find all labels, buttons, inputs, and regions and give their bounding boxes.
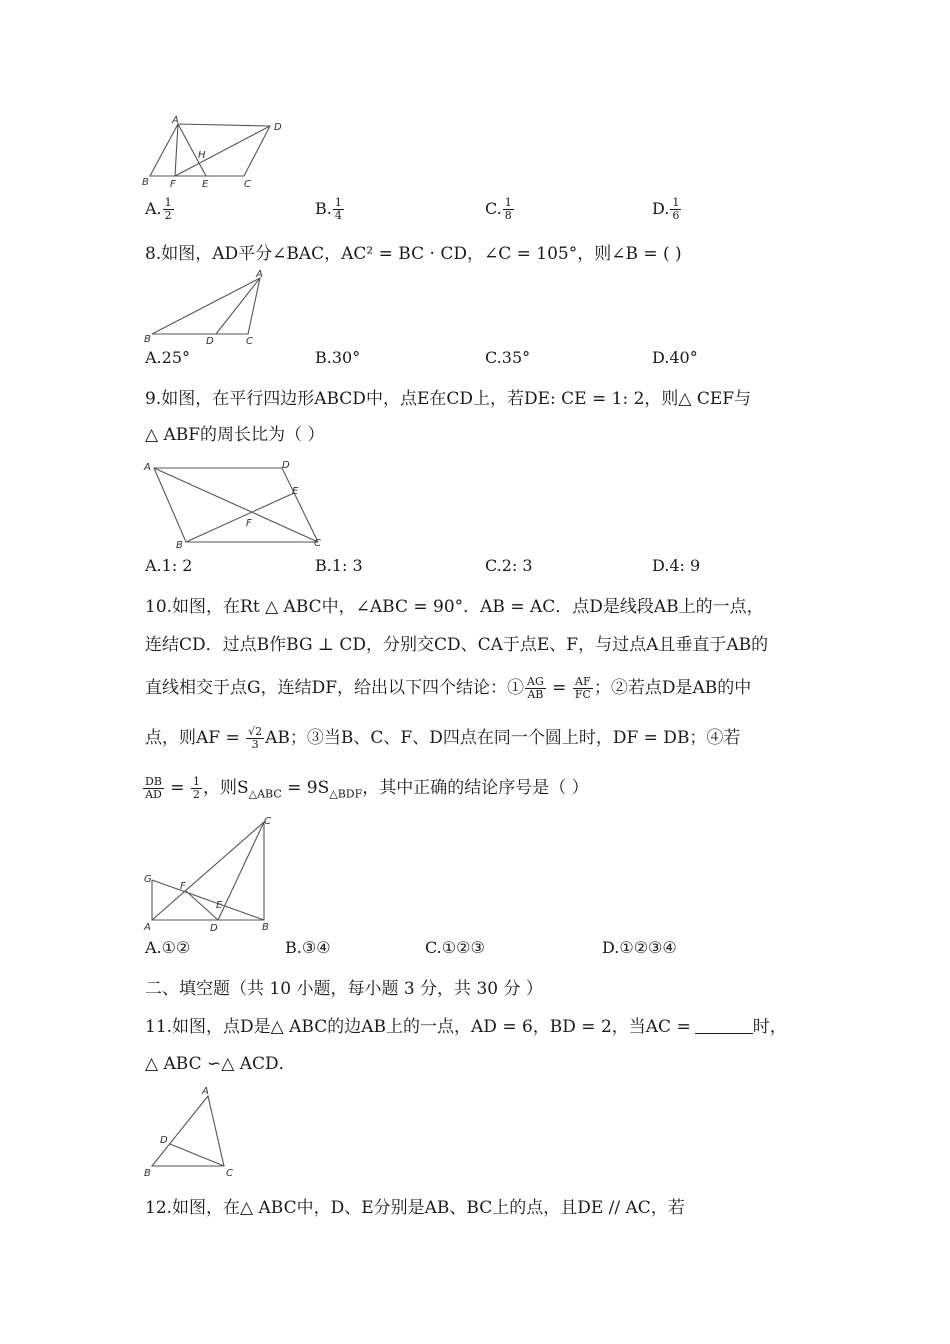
- q8-label-c: C: [246, 336, 253, 347]
- q9-label-e: E: [292, 486, 299, 497]
- q8-label-b: B: [144, 334, 151, 345]
- q7-option-a: A. $\frac{1}{2}$: [145, 196, 172, 222]
- q9-line-be: [186, 493, 294, 542]
- q10-label-a: A: [144, 922, 151, 933]
- q8-triangle: [152, 278, 260, 334]
- q7-label-h: H: [198, 150, 206, 161]
- q10-line-4: 点，则AF = $\frac{√2}{3}$ AB；③当B、C、F、D四点在同一个圆上时，DF = DB；④若: [145, 725, 741, 751]
- q9-label-d: D: [282, 460, 290, 471]
- q10-option-c: C.①②③: [425, 938, 485, 957]
- q10-frac-db-ad: $\frac{DB}{AD}$: [145, 775, 162, 801]
- q11-answer-blank[interactable]: [695, 1017, 753, 1034]
- q7-label-a: A: [172, 115, 179, 126]
- q8-figure: [140, 268, 280, 348]
- q9-line-1: 9.如图，在平行四边形ABCD中，点E在CD上，若DE: CE = 1: 2，则△ CEF与: [145, 389, 752, 409]
- q10-frac-sqrt2-3: $\frac{√2}{3}$: [248, 725, 263, 751]
- q7-label-e: E: [202, 179, 209, 190]
- q9-option-c: C.2: 3: [485, 556, 533, 575]
- q9-label-b: B: [176, 540, 183, 551]
- q10-label-d: D: [210, 923, 218, 934]
- q10-frac-ag-ab: $\frac{AG}{AB}$: [527, 675, 544, 701]
- q10-line-fd: [186, 891, 218, 920]
- q7-option-c: C. $\frac{1}{8}$: [485, 196, 512, 222]
- q7-figure: [140, 114, 290, 194]
- q7-line-af: [175, 124, 178, 176]
- q10-label-g: G: [144, 874, 152, 885]
- q7-label-f: F: [170, 179, 176, 190]
- q11-label-a: A: [202, 1086, 209, 1097]
- q8-option-a: A.25°: [145, 348, 190, 367]
- q9-line-ac: [154, 468, 318, 542]
- q7-option-b: B. $\frac{1}{4}$: [315, 196, 342, 222]
- q11-label-d: D: [160, 1135, 168, 1146]
- q10-line-2: 连结CD．过点B作BG ⊥ CD，分别交CD、CA于点E、F，与过点A且垂直于AB的: [145, 635, 769, 655]
- q10-frac-af-fc: $\frac{AF}{FC}$: [574, 675, 591, 701]
- q11-triangle: [152, 1096, 224, 1166]
- q10-figure: [140, 812, 280, 936]
- q9-option-a: A.1: 2: [145, 556, 193, 575]
- q10-label-f: F: [180, 881, 186, 892]
- q8-option-b: B.30°: [315, 348, 361, 367]
- q10-option-d: D.①②③④: [602, 938, 677, 957]
- q10-option-b: B.③④: [285, 938, 331, 957]
- q10-label-b: B: [262, 922, 269, 933]
- q10-triangle: [152, 822, 264, 920]
- q9-label-f: F: [246, 518, 252, 529]
- q10-label-c: C: [264, 816, 271, 827]
- q7-parallelogram: [150, 124, 270, 176]
- q10-option-a: A.①②: [145, 938, 191, 957]
- q10-label-e: E: [216, 900, 223, 911]
- q9-option-d: D.4: 9: [652, 556, 701, 575]
- q9-figure: [140, 456, 340, 556]
- q10-line-1: 10.如图，在Rt △ ABC中，∠ABC = 90°．AB = AC．点D是线段AB上的一点，: [145, 597, 764, 617]
- q11-label-c: C: [226, 1168, 233, 1179]
- q8-label-a: A: [256, 269, 263, 280]
- q8-label-d: D: [206, 336, 214, 347]
- q9-option-b: B.1: 3: [315, 556, 363, 575]
- q7-label-b: B: [142, 177, 149, 188]
- q10-line-cd: [218, 822, 264, 920]
- q8-line-ad: [216, 278, 260, 334]
- q10-line-5: $\frac{DB}{AD}$ = $\frac{1}{2}$ ，则$S_{\triangle ABC} = 9S_{\triangle BDF}$，其中正确的结论序号是（ ）: [145, 775, 589, 801]
- q10-line-gb: [152, 880, 264, 920]
- q8-option-c: C.35°: [485, 348, 531, 367]
- q10-line-3: 直线相交于点G，连结DF，给出以下四个结论：① $\frac{AG}{AB}$ = $\frac{AF}{FC}$ ；②若点D是AB的中: [145, 675, 752, 701]
- q7-line-df: [175, 126, 270, 176]
- q7-label-c: C: [244, 179, 251, 190]
- q10-frac-1-2: $\frac{1}{2}$: [192, 775, 200, 801]
- section-2-title: 二、填空题（共 10 小题，每小题 3 分，共 30 分 ）: [145, 979, 543, 999]
- q11-line-dc: [170, 1144, 224, 1166]
- q7-option-d: D. $\frac{1}{6}$: [652, 196, 680, 222]
- q8-text: 8.如图，AD平分∠BAC，AC² = BC · CD，∠C = 105°，则∠B = ( ): [145, 244, 682, 264]
- q11-line-2: △ ABC ∽△ ACD．: [145, 1054, 296, 1074]
- q11-figure: [140, 1082, 250, 1182]
- q8-option-d: D.40°: [652, 348, 698, 367]
- q7-label-d: D: [274, 122, 282, 133]
- q9-line-2: △ ABF的周长比为（ ）: [145, 425, 325, 445]
- q11-label-b: B: [144, 1168, 151, 1179]
- q12-line-1: 12.如图，在△ ABC中，D、E分别是AB、BC上的点，且DE // AC，若: [145, 1198, 685, 1218]
- q9-label-a: A: [144, 462, 151, 473]
- q9-label-c: C: [314, 538, 321, 549]
- q11-line-1: 11.如图，点D是△ ABC的边AB上的一点，AD = 6，BD = 2，当AC = 时，: [145, 1017, 787, 1037]
